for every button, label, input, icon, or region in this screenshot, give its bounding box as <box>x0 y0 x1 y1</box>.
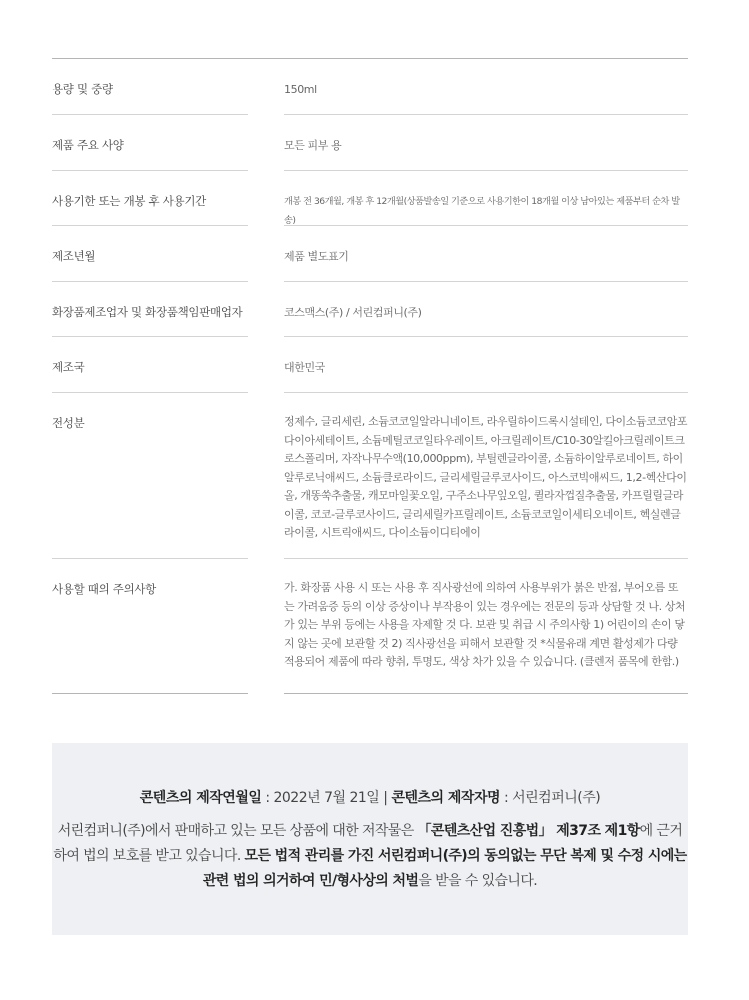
row-value: 정제수, 글리세린, 소듐코코일알라니네이트, 라우릴하이드록시설테인, 다이소듐코코암포다이아세테이트, 소듐메틸코코일타우레이트, 아크릴레이트/C10-30알킬아크릴레이트크로스폴리머, 자작나무수액(10,000ppm), 부틸렌글라이콜, 소듐하이알루로네이트, 하이알루로닉애씨드, 소듐클로라이드, 글리세릴글루코사이드, 아스코빅애씨드, 1,2-헥산다이올, 개똥쑥추출물, 캐모마일꽃오일, 구주소나무잎오일, 퀼라자껍질추출물, 카프릴릴글라이콜, 코코-글루코사이드, 글리세릴카프릴레이트, 소듐코코일이세티오네이트, 헥실렌글라이콜, 시트릭애씨드, 다이소듐이디티에이 <box>284 393 688 559</box>
row-value: 개봉 전 36개월, 개봉 후 12개월(상품발송일 기준으로 사용기한이 18개월 이상 남아있는 제품부터 순차 발송) <box>284 171 688 226</box>
copyright-text-part: 에 근거하여 법의 보호를 받고 있습니다. <box>53 823 683 864</box>
copyright-notice <box>52 743 688 935</box>
table-row <box>52 59 688 115</box>
copyright-text-part: 을 받을 수 있습니다. <box>418 873 538 889</box>
table-row <box>52 282 688 337</box>
law-reference: 「콘텐츠산업 진흥법」 제37조 제1항 <box>417 823 640 839</box>
row-label: 제품 주요 사양 <box>52 115 248 171</box>
row-value: 가. 화장품 사용 시 또는 사용 후 직사광선에 의하여 사용부위가 붉은 반점, 부어오름 또는 가려움증 등의 이상 증상이나 부작용이 있는 경우에는 전문의 등과 상담할 것 나. 상처가 있는 부위 등에는 사용을 자제할 것 다. 보관 및 취급 시 주의사항 1) 어린이의 손이 닿지 않는 곳에 보관할 것 2) 직사광선을 피해서 보관할 것 *식물유래 계면 활성제가 다량 적용되어 제품에 따라 향취, 투명도, 색상 차가 있을 수 있습니다. (클렌저 품목에 한함.) <box>284 559 688 694</box>
row-value: 모든 피부 용 <box>284 115 688 171</box>
table-row <box>52 115 688 171</box>
row-value: 코스맥스(주) / 서린컴퍼니(주) <box>284 282 688 337</box>
row-value: 대한민국 <box>284 337 688 393</box>
table-row <box>52 559 688 694</box>
row-label: 용량 및 중량 <box>52 59 248 115</box>
table-row <box>52 226 688 282</box>
legal-warning: 모든 법적 관리를 가진 서린컴퍼니(주)의 동의없는 무단 복제 및 수정 시에는 관련 법의 의거하여 민/형사상의 처벌 <box>202 848 687 889</box>
row-value: 제품 별도표기 <box>284 226 688 282</box>
row-label: 전성분 <box>52 393 248 559</box>
copyright-text-part: 서린컴퍼니(주)에서 판매하고 있는 모든 상품에 대한 저작물은 <box>57 823 418 839</box>
copyright-text <box>52 819 688 894</box>
table-row <box>52 337 688 393</box>
date-value: : 2022년 7월 21일 | <box>261 790 392 806</box>
table-row <box>52 393 688 559</box>
row-value: 150ml <box>284 59 688 115</box>
author-label: 콘텐츠의 제작자명 <box>391 790 501 806</box>
row-label: 사용기한 또는 개봉 후 사용기간 <box>52 171 248 226</box>
author-value: : 서린컴퍼니(주) <box>500 790 601 806</box>
content-meta-line <box>52 787 688 807</box>
product-info-table <box>52 58 688 694</box>
date-label: 콘텐츠의 제작연월일 <box>139 790 262 806</box>
row-label: 제조년월 <box>52 226 248 282</box>
row-label: 제조국 <box>52 337 248 393</box>
row-label: 화장품제조업자 및 화장품책임판매업자 <box>52 282 248 337</box>
table-row <box>52 171 688 226</box>
row-label: 사용할 때의 주의사항 <box>52 559 248 694</box>
